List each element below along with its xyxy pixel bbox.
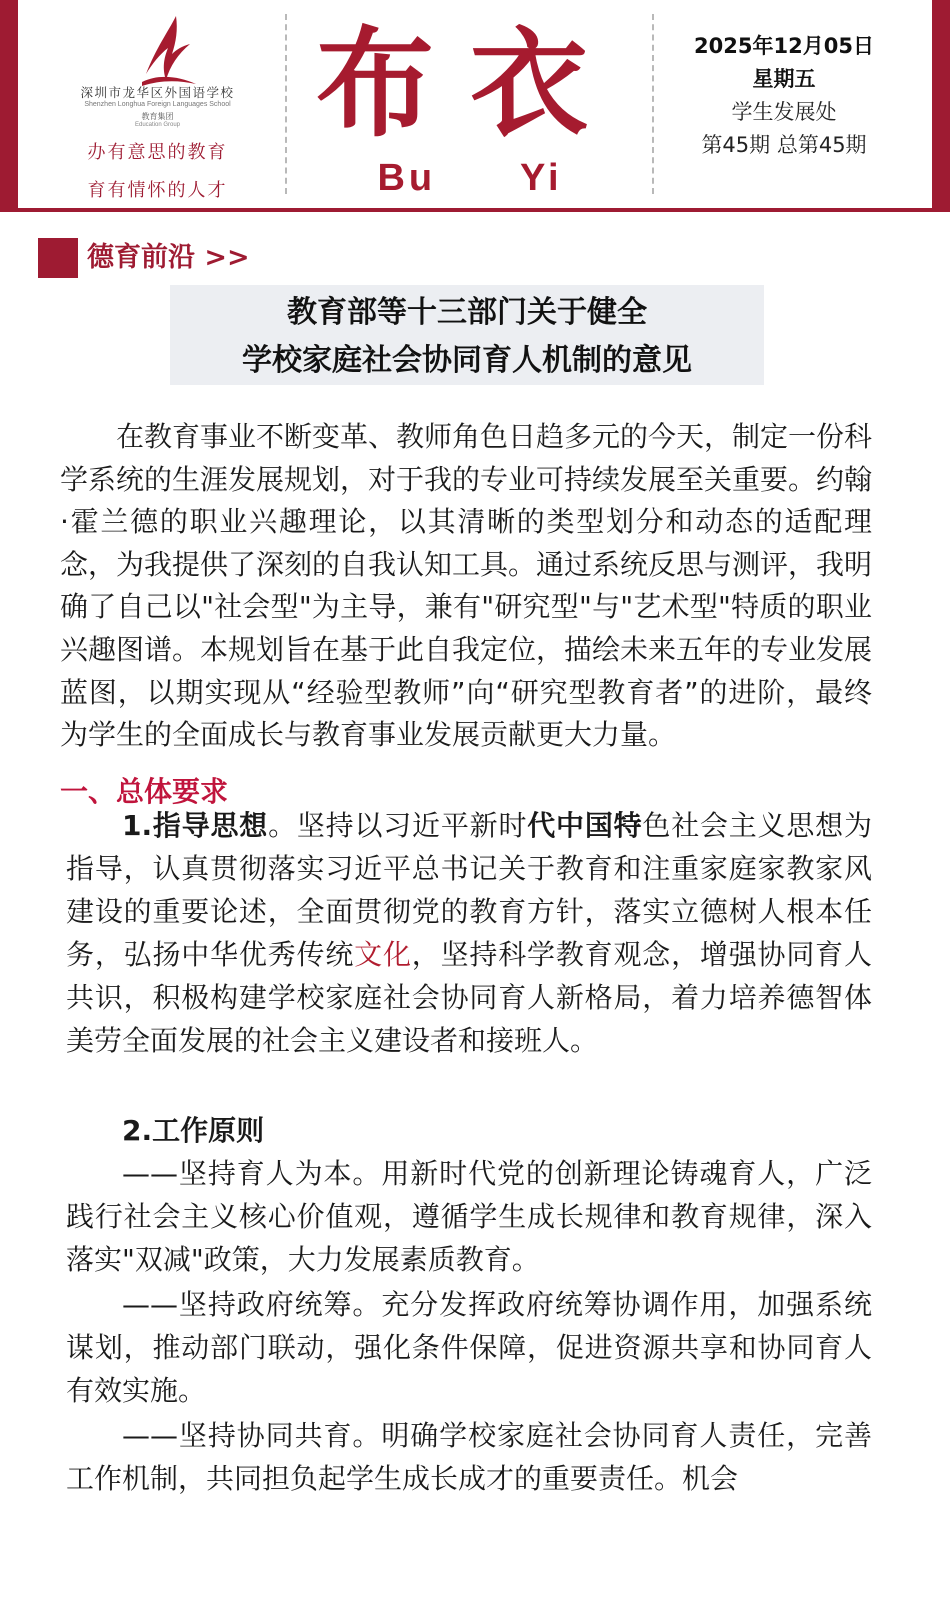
section-marker-icon [38, 238, 78, 278]
issue-date: 2025年12月05日 [694, 34, 874, 58]
header-divider-left [285, 14, 287, 194]
right-brand-bar [932, 0, 950, 212]
issue-department: 学生发展处 [731, 100, 837, 124]
intro-paragraph: 在教育事业不断变革、教师角色日趋多元的今天，制定一份科学系统的生涯发展规划，对于我的专业可持续发展至关重要。约翰·霍兰德的职业兴趣理论，以其清晰的类型划分和动态的适配理念，为我提供了深刻的自我认知工具。通过系统反思与测评，我明确了自己以"社会型"为主导，兼有"研究型"与"艺术型"特质的职业兴趣图谱。本规划旨在基于此自我定位，描绘未来五年的专业发展蓝图，以期实现从“经验型教师”向“研究型教育者”的进阶，最终为学生的全面成长与教育事业发展贡献更大力量。 [60, 420, 873, 752]
school-name: 深圳市龙华区外国语学校 [80, 85, 235, 100]
section-label: 德育前沿 >> [87, 242, 250, 273]
issue-number: 第45期 总第45期 [701, 133, 867, 157]
school-group: 教育集团 [141, 112, 174, 121]
guiding-thought-red: 文化 [354, 938, 412, 971]
issue-weekday: 星期五 [752, 67, 816, 91]
masthead [290, 14, 650, 208]
masthead-subtitle: Bu Yi [377, 157, 563, 199]
school-name-en: Shenzhen Longhua Foreign Languages School [84, 101, 231, 108]
motto-line-1: 办有意思的教育 [87, 142, 228, 163]
principle-collaborative-education: ——坚持协同共育。明确学校家庭社会协同育人责任，完善工作机制，共同担负起学生成长成才的重要责任。机会 [66, 1419, 872, 1495]
guiding-thought-paragraph [66, 804, 872, 1062]
guiding-thought-text-3: ，坚持科学教育观念，增强协同育人共识，积极构建学校家庭社会协同育人新格局，着力培养德智体美劳全面发展的社会主义建设者和接班人。 [66, 938, 872, 1057]
motto-line-2: 育有情怀的人才 [87, 180, 228, 201]
principle-people-first: ——坚持育人为本。用新时代党的创新理论铸魂育人，广泛践行社会主义核心价值观，遵循学生成长规律和教育规律，深入落实"双减"政策，大力发展素质教育。 [66, 1157, 872, 1276]
masthead-title: 布衣 [315, 14, 624, 153]
principle-government-coordination: ——坚持政府统筹。充分发挥政府统筹协调作用，加强系统谋划，推动部门联动，强化条件保障，促进资源共享和协同育人有效实施。 [66, 1288, 872, 1407]
guiding-thought-text-2: 色社会主义思想为指导，认真贯彻落实习近平总书记关于教育和注重家庭家教家风建设的重要论述，全面贯彻党的教育方针，落实立德树人根本任务，弘扬中华优秀传统 [66, 809, 872, 971]
article-title-line-2: 学校家庭社会协同育人机制的意见 [242, 343, 692, 378]
article-title-line-1: 教育部等十三部门关于健全 [287, 295, 647, 330]
school-logo-icon [138, 14, 198, 90]
header-divider-right [652, 14, 654, 194]
left-brand-bar [0, 0, 18, 212]
header-bottom-rule [0, 208, 950, 212]
school-identity [30, 8, 285, 208]
guiding-thought-lead: 1.指导思想 [122, 809, 269, 842]
overall-requirements-heading: 一、总体要求 [60, 775, 229, 808]
work-principles-heading: 2.工作原则 [122, 1114, 265, 1147]
issue-info [658, 30, 910, 162]
school-group-en: Education Group [134, 122, 181, 128]
guiding-thought-text-1: 。坚持以习近平新时 [268, 809, 528, 842]
guiding-thought-bold: 代中国特 [527, 809, 643, 842]
article-title-box [170, 285, 764, 385]
